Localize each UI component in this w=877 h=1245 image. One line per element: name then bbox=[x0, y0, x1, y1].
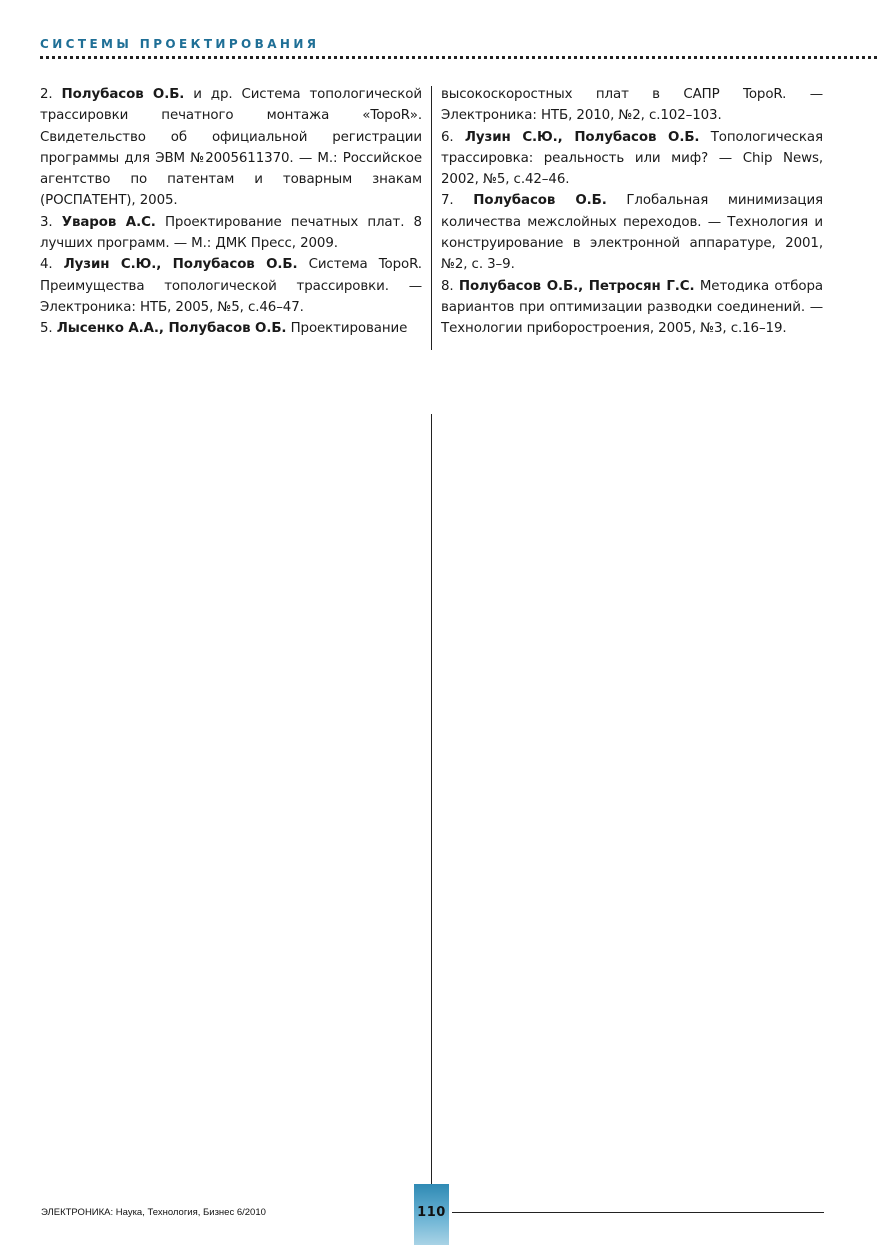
reference-item bbox=[40, 318, 422, 339]
reference-authors: Лысенко А.А., Полубасов О.Б. bbox=[56, 321, 287, 337]
header-dotted-divider bbox=[40, 56, 877, 59]
references-left-column bbox=[40, 84, 422, 340]
reference-authors: Лузин С.Ю., Полубасов О.Б. bbox=[63, 257, 298, 273]
reference-item-continuation bbox=[441, 84, 823, 127]
reference-text: и др. Система топологической трассировки печатного монтажа «TopoR». Свидетельство об официальной регистрации программы для ЭВМ №2005611370. — М.: Российское агентство по патентам и товарным знакам (РОСПАТЕНТ), 2005. bbox=[40, 87, 422, 209]
reference-item bbox=[441, 276, 823, 340]
reference-number: 6. bbox=[441, 129, 454, 145]
reference-text: Проектирование печатных плат. 8 лучших программ. — М.: ДМК Пресс, 2009. bbox=[40, 214, 422, 252]
reference-number: 4. bbox=[40, 257, 53, 273]
reference-text: Глобальная минимизация количества межслойных переходов. — Технология и конструирование в электронной аппаратуре, 2001, №2, с. 3–9. bbox=[441, 193, 824, 273]
reference-text: Топологическая трассировка: реальность или миф? — Chip News, 2002, №5, с.42–46. bbox=[441, 129, 823, 188]
reference-number: 3. bbox=[40, 214, 53, 230]
column-divider-bottom bbox=[431, 414, 432, 1186]
reference-text: Методика отбора вариантов при оптимизации разводки соединений. — Технологии приборостроения, 2005, №3, с.16–19. bbox=[441, 278, 823, 337]
reference-number: 5. bbox=[40, 321, 53, 337]
reference-text: Проектирование bbox=[286, 321, 408, 337]
footer-divider bbox=[452, 1212, 824, 1213]
reference-authors: Полубасов О.Б. bbox=[473, 193, 607, 209]
reference-authors: Лузин С.Ю., Полубасов О.Б. bbox=[464, 129, 700, 145]
reference-text: Система TopoR. Преимущества топологической трассировки. — Электроника: НТБ, 2005, №5, с.46–47. bbox=[40, 257, 422, 315]
column-divider-top bbox=[431, 86, 432, 350]
footer-journal-title: ЭЛЕКТРОНИКА: Наука, Технология, Бизнес 6/2010 bbox=[41, 1207, 266, 1218]
reference-number: 8. bbox=[441, 278, 454, 294]
reference-item bbox=[40, 84, 422, 212]
reference-item bbox=[441, 127, 823, 191]
references-right-column bbox=[441, 84, 823, 340]
reference-authors: Полубасов О.Б. bbox=[61, 87, 185, 102]
reference-authors: Полубасов О.Б., Петросян Г.С. bbox=[458, 278, 695, 294]
reference-authors: Уваров А.С. bbox=[61, 214, 156, 230]
reference-number: 2. bbox=[40, 87, 53, 102]
reference-item bbox=[40, 212, 422, 255]
section-title: СИСТЕМЫ ПРОЕКТИРОВАНИЯ bbox=[40, 37, 320, 51]
reference-number: 7. bbox=[441, 193, 454, 209]
reference-item bbox=[441, 190, 823, 275]
reference-text: высокоскоростных плат в САПР TopoR. — Электроника: НТБ, 2010, №2, с.102–103. bbox=[441, 87, 823, 124]
page-number: 110 bbox=[417, 1205, 446, 1220]
reference-item bbox=[40, 254, 422, 318]
